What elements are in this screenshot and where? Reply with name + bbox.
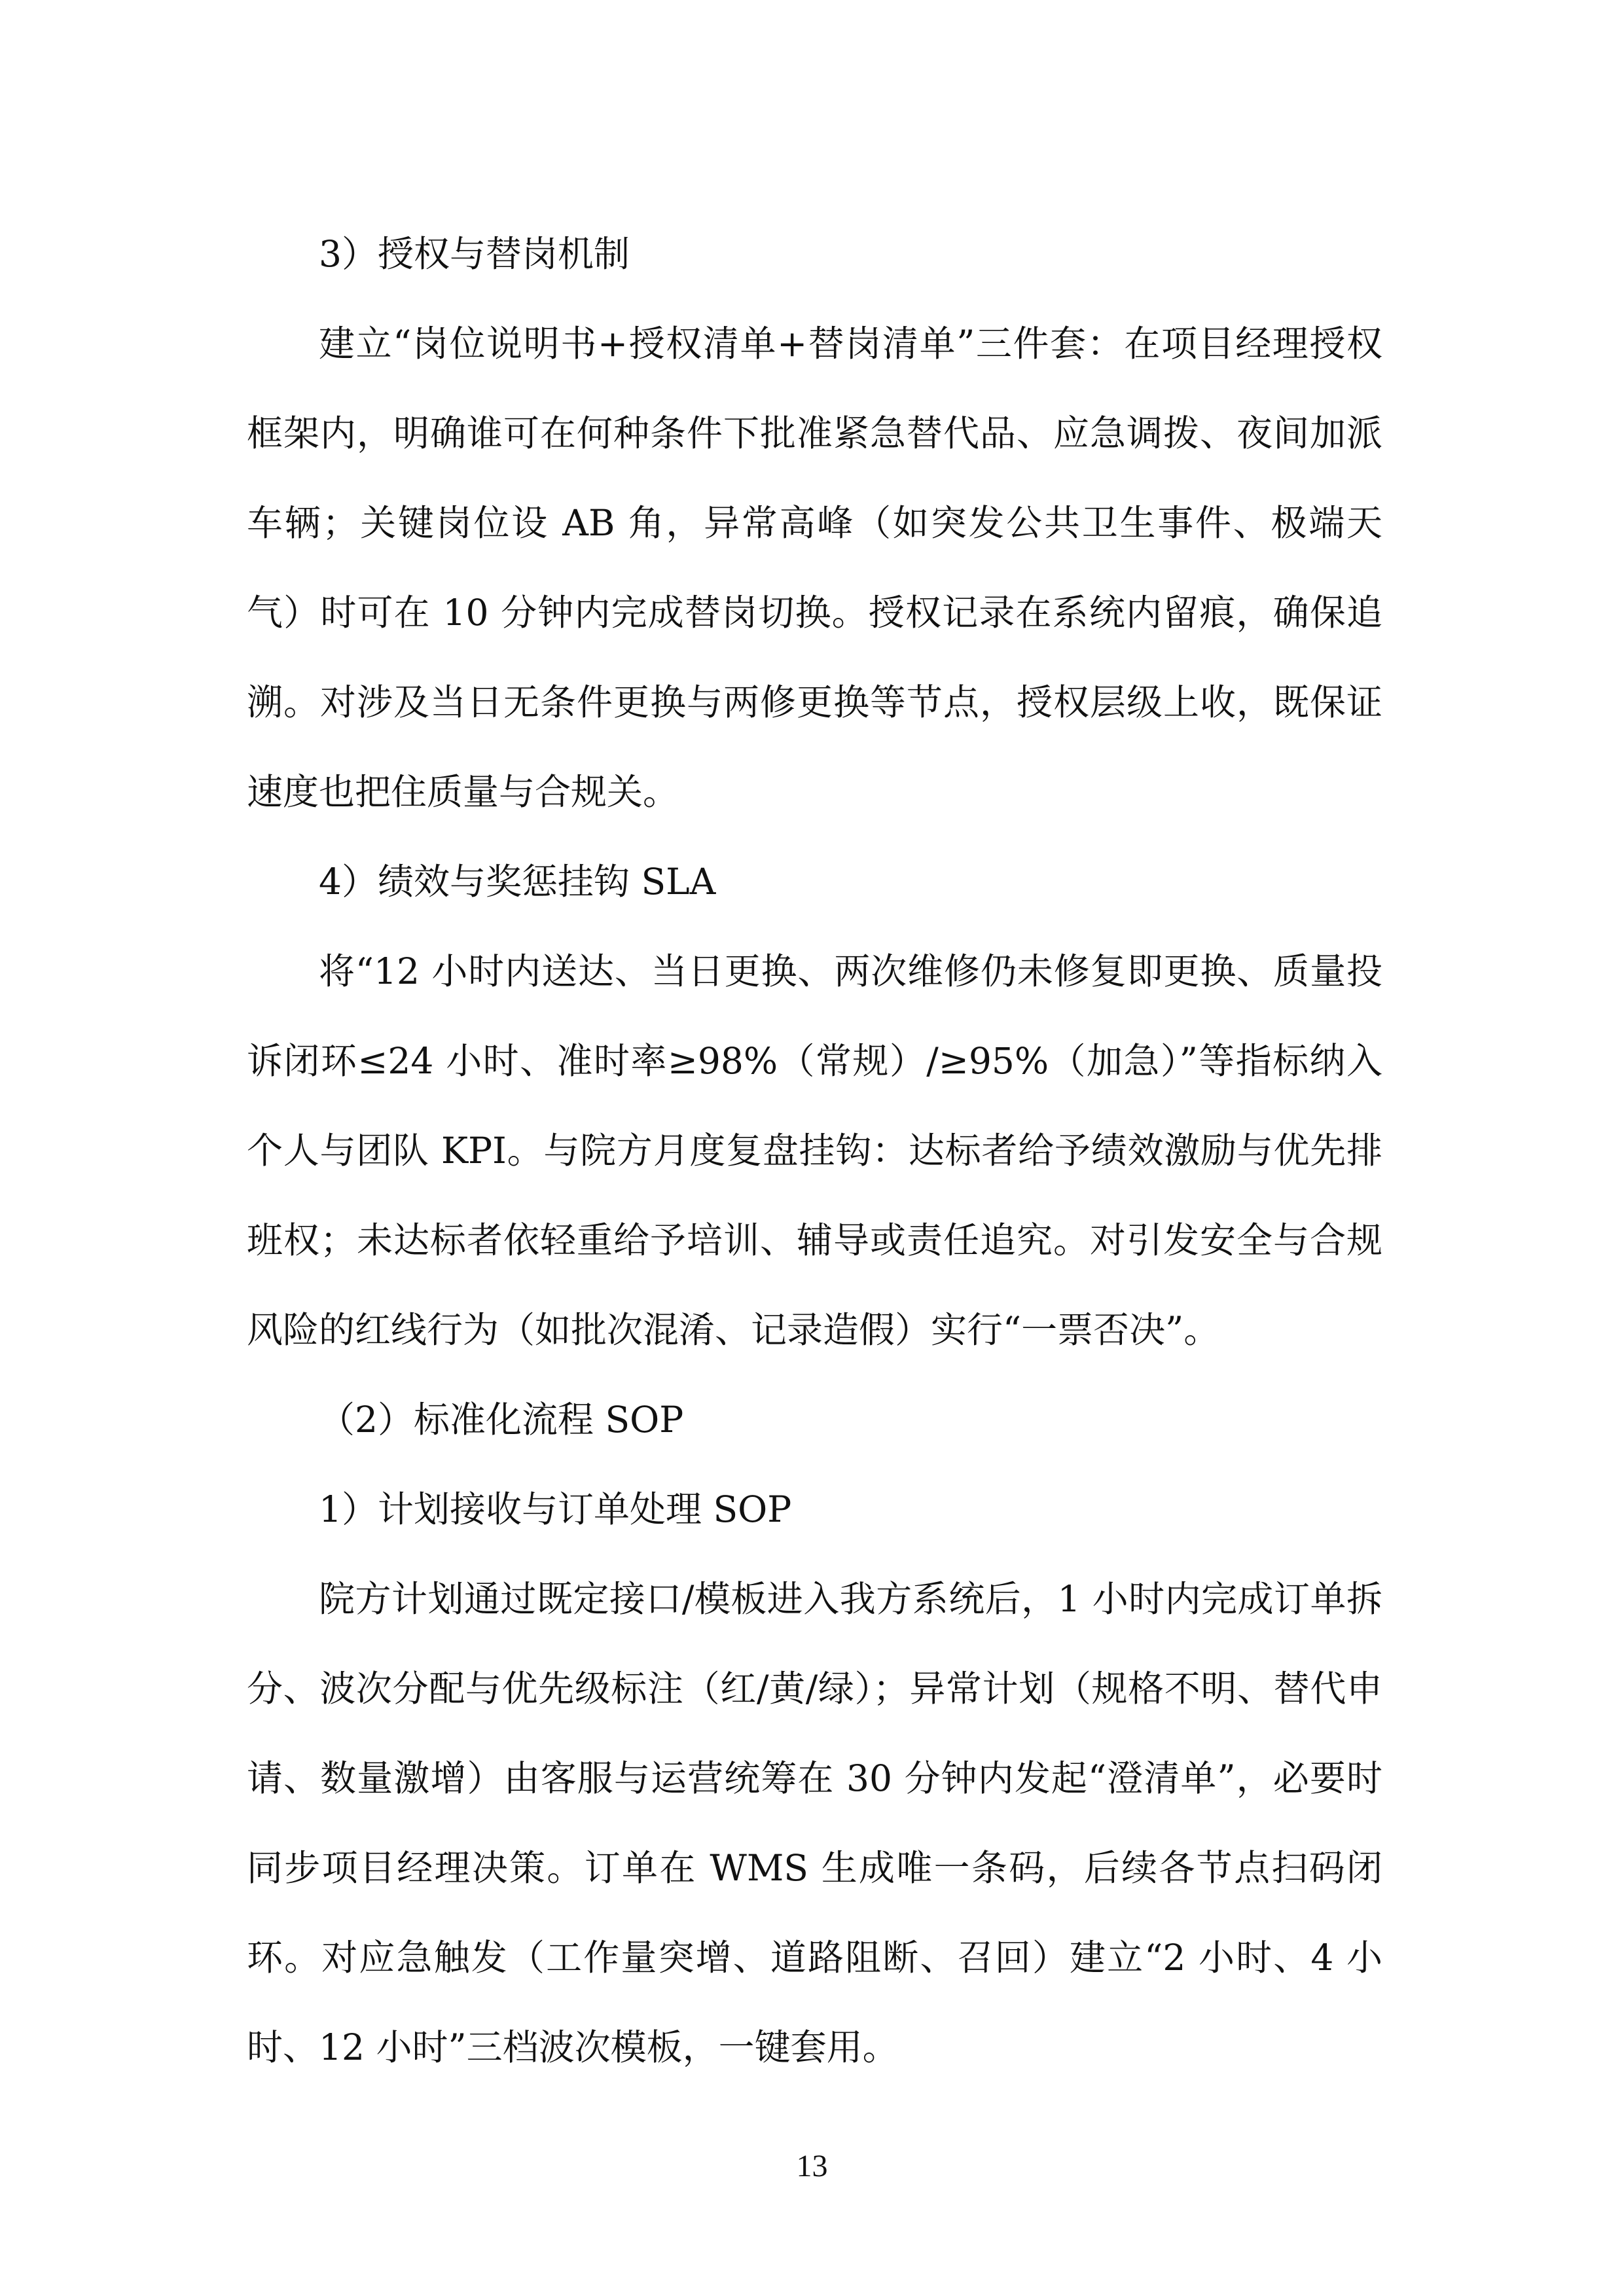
section-heading-authorization: 3）授权与替岗机制: [319, 233, 630, 275]
paragraph-performance: 将“12 小时内送达、当日更换、两次维修仍未修复即更换、质量投诉闭环≤24 小时、准时率≥98%（常规）/≥95%（加急）”等指标纳入个人与团队 KPI。与院方月度复盘挂钩：达标者给予绩效激励与优先排班权；未达标者依轻重给予培训、辅导或责任追究。对引发安全与合规风险的红线行为（如批次混淆、记录造假）实行“一票否决”。: [247, 950, 1382, 1351]
page-number: 13: [796, 2149, 828, 2183]
document-body: [247, 209, 1382, 2092]
paragraph-authorization: 建立“岗位说明书+授权清单+替岗清单”三件套：在项目经理授权框架内，明确谁可在何种条件下批准紧急替代品、应急调拨、夜间加派车辆；关键岗位设 AB 角，异常高峰（如突发公共卫生事件、极端天气）时可在 10 分钟内完成替岗切换。授权记录在系统内留痕，确保追溯。对涉及当日无条件更换与两修更换等节点，授权层级上收，既保证速度也把住质量与合规关。: [247, 323, 1382, 813]
paragraph-order-processing: 院方计划通过既定接口/模板进入我方系统后，1 小时内完成订单拆分、波次分配与优先级标注（红/黄/绿）；异常计划（规格不明、替代申请、数量激增）由客服与运营统筹在 30 分钟内发起“澄清单”，必要时同步项目经理决策。订单在 WMS 生成唯一条码，后续各节点扫码闭环。对应急触发（工作量突增、道路阻断、召回）建立“2 小时、4 小时、12 小时”三档波次模板，一键套用。: [247, 1578, 1382, 2068]
section-heading-performance: 4）绩效与奖惩挂钩 SLA: [319, 861, 716, 903]
section-heading-sop: （2）标准化流程 SOP: [319, 1399, 684, 1441]
section-heading-order-processing: 1）计划接收与订单处理 SOP: [319, 1488, 792, 1530]
